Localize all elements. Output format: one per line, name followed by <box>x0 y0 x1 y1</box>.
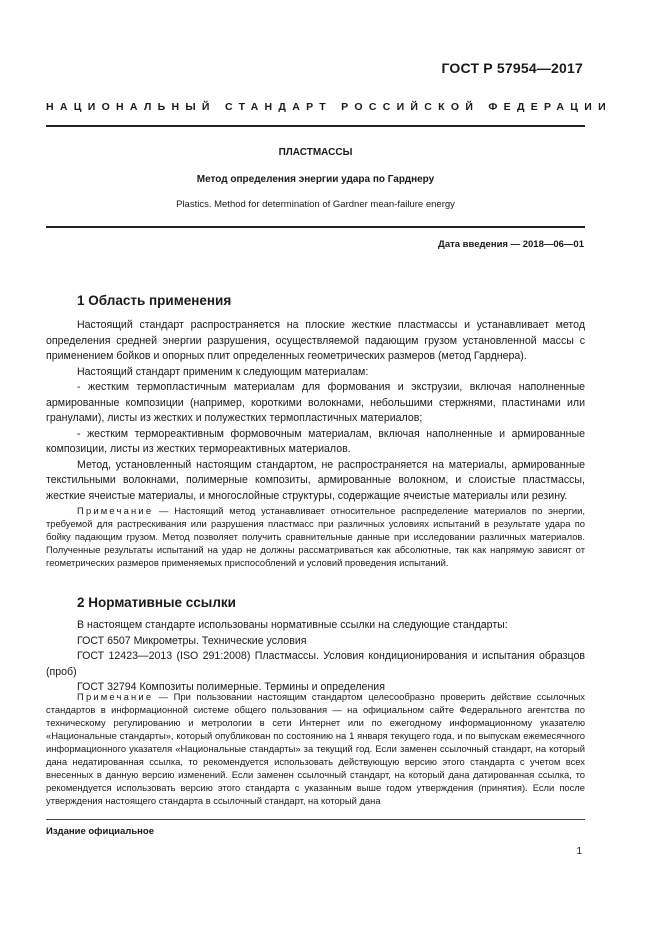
header-divider-top <box>46 125 585 127</box>
section-1-body <box>46 318 585 504</box>
section-1-list-item-2: - жестким термореактивным формовочным материалам, включая наполненные и армированные композиции, листы из жестких термореактивных материалов. <box>46 427 585 455</box>
section-2-paragraph-1: В настоящем стандарте использованы нормативные ссылки на следующие стандарты: <box>77 619 508 631</box>
section-1-note <box>46 504 585 569</box>
reference-gost-32794: ГОСТ 32794 Композиты полимерные. Термины и определения <box>77 681 385 693</box>
introduction-date: Дата введения — 2018—06—01 <box>438 239 584 250</box>
section-1-heading: 1 Область применения <box>77 293 232 308</box>
section-1-paragraph-2: Настоящий стандарт применим к следующим материалам: <box>77 365 369 378</box>
section-2-heading: 2 Нормативные ссылки <box>77 595 236 610</box>
section-2-note <box>46 690 585 807</box>
official-edition-label: Издание официальное <box>46 826 154 837</box>
footer-divider <box>46 819 585 820</box>
header-divider-bottom <box>46 226 585 228</box>
note-label: Примечание <box>77 505 154 516</box>
standard-title: ПЛАСТМАССЫ <box>278 147 353 158</box>
section-1-list-item-1: - жестким термопластичным материалам для формования и экструзии, включая наполненные армированные композиции (например, короткими волокнами, небольшими стержнями, пластинами или гранулами), листы из жестких и полужестких термопластичных материалов; <box>46 381 585 424</box>
document-code: ГОСТ Р 57954—2017 <box>441 60 583 76</box>
reference-gost-6507: ГОСТ 6507 Микрометры. Технические условия <box>77 634 307 647</box>
section-2-body <box>46 618 585 696</box>
note-text: — При пользовании настоящим стандартом целесообразно проверить действие ссылочных стандартов в информационной системе общего пользования — на официальном сайте Федерального агентства по техническому регулированию и метрологии в сети Интернет или по ежегодному информационному указателю «Национальные стандарты», который опубликован по состоянию на 1 января текущего года, и по выпускам ежемесячного информационного указателя «Национальные стандарты» за текущий год. Если заменен ссылочный стандарт, на который дана недатированная ссылка, то рекомендуется использовать действующую версию этого стандарта с учетом всех внесенных в данную версию изменений. Если заменен ссылочный стандарт, на который дана датированная ссылка, то рекомендуется использовать версию этого стандарта с указанным выше годом утверждения (принятия). Если после утверждения настоящего стандарта в ссылочный стандарт, на который дана <box>46 691 585 806</box>
note-label: Примечание <box>77 691 154 702</box>
standard-subtitle: Метод определения энергии удара по Гарднеру <box>196 174 435 185</box>
section-1-paragraph-1: Настоящий стандарт распространяется на плоские жесткие пластмассы и устанавливает метод определения средней энергии разрушения, осуществляемой падающим грузом установленной массы с применением бойков и опорных плит определенных геометрических размеров (метод Гарднера). <box>46 319 585 362</box>
national-standard-banner: НАЦИОНАЛЬНЫЙ СТАНДАРТ РОССИЙСКОЙ ФЕДЕРАЦИИ <box>46 101 612 113</box>
page-number: 1 <box>576 846 582 857</box>
section-1-paragraph-3: Метод, установленный настоящим стандартом, не распространяется на материалы, армированные текстильными волокнами, полимерные композиты, армированные волокном, и слоистые пластмассы, жесткие ячеистые материалы, и многослойные структуры, содержащие ячеистые материалы или резину. <box>46 458 585 502</box>
reference-gost-12423: ГОСТ 12423—2013 (ISO 291:2008) Пластмассы. Условия кондиционирования и испытания образцов (проб) <box>46 650 585 678</box>
note-text: — Настоящий метод устанавливает относительное распределение материалов по энергии, требуемой для растрескивания или разрушения пластмасс при различных условиях испытаний в результате удара по бойку падающим грузом. Метод позволяет получить сравнительные данные при исследовании различных материалов. Полученные результаты испытаний на удар не должны рассматриваться как абсолютные, так как напрямую зависят от геометрических размеров применяемых приспособлений и условий проведения испытаний. <box>46 505 585 568</box>
standard-title-english: Plastics. Method for determination of Gardner mean-failure energy <box>176 199 455 210</box>
